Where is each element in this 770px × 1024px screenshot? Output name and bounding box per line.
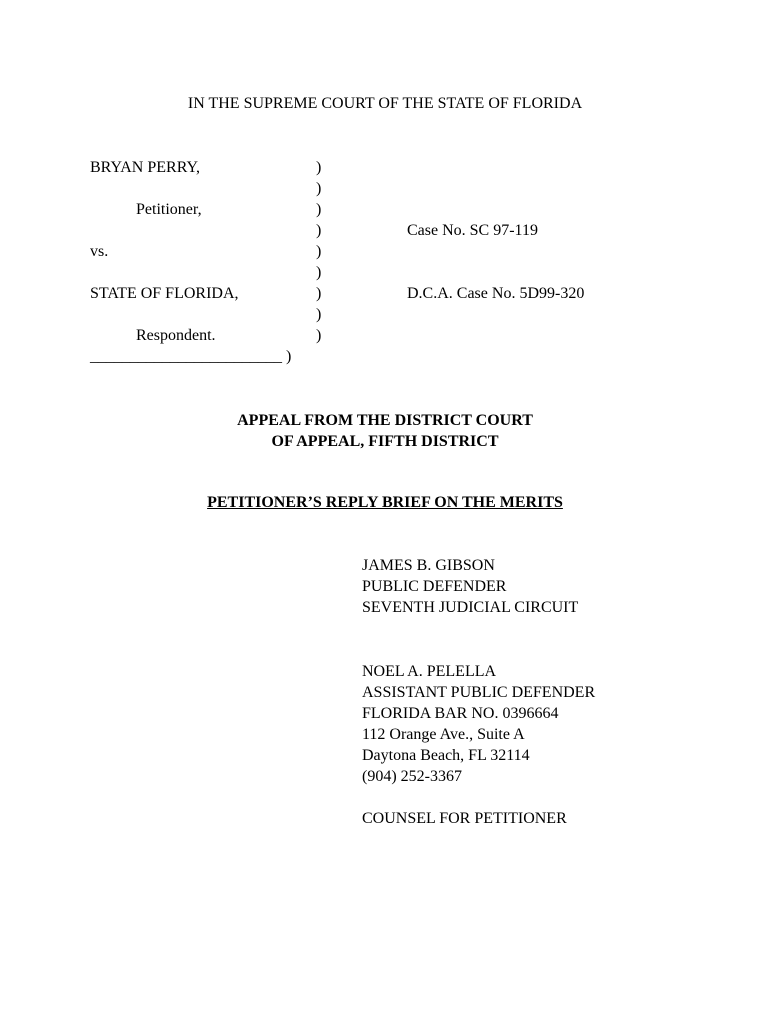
dca-case-number: D.C.A. Case No. 5D99-320 [407,285,585,302]
counsel-label-block [362,808,567,829]
caption-paren: ) [316,222,322,239]
brief-title-text: PETITIONER’S REPLY BRIEF ON THE MERITS [207,494,563,511]
petitioner-name: BRYAN PERRY, [90,159,200,176]
brief-title [0,492,770,513]
case-number: Case No. SC 97-119 [407,222,538,239]
caption-paren: ) [316,264,322,281]
appeal-heading-line1: APPEAL FROM THE DISTRICT COURT [237,412,533,429]
court-title: IN THE SUPREME COURT OF THE STATE OF FLORIDA [187,95,583,112]
assistant-address-line1: 112 Orange Ave., Suite A [362,726,525,743]
respondent-name: STATE OF FLORIDA, [90,285,239,302]
petitioner-role: Petitioner, [136,201,202,218]
caption-closing-line: ________________________ ) [90,348,292,365]
caption-paren: ) [316,327,322,344]
counsel-label: COUNSEL FOR PETITIONER [362,810,567,827]
caption-paren: ) [316,180,322,197]
caption-parentheses [316,157,321,346]
versus-label: vs. [90,243,109,260]
respondent-role: Respondent. [136,327,216,344]
public-defender-title: PUBLIC DEFENDER [362,578,507,595]
public-defender-name: JAMES B. GIBSON [362,557,495,574]
assistant-name: NOEL A. PELELLA [362,663,497,680]
assistant-bar-number: FLORIDA BAR NO. 0396664 [362,705,559,722]
caption-paren: ) [316,243,322,260]
assistant-phone: (904) 252-3367 [362,768,462,785]
caption-paren: ) [316,285,322,302]
assistant-title: ASSISTANT PUBLIC DEFENDER [362,684,596,701]
public-defender-block [362,555,578,618]
caption-paren: ) [316,159,322,176]
appeal-heading-line2: OF APPEAL, FIFTH DISTRICT [271,433,499,450]
caption-paren: ) [316,306,322,323]
caption-paren: ) [316,201,322,218]
public-defender-circuit: SEVENTH JUDICIAL CIRCUIT [362,599,579,616]
assistant-defender-block [362,661,595,787]
assistant-address-line2: Daytona Beach, FL 32114 [362,747,530,764]
